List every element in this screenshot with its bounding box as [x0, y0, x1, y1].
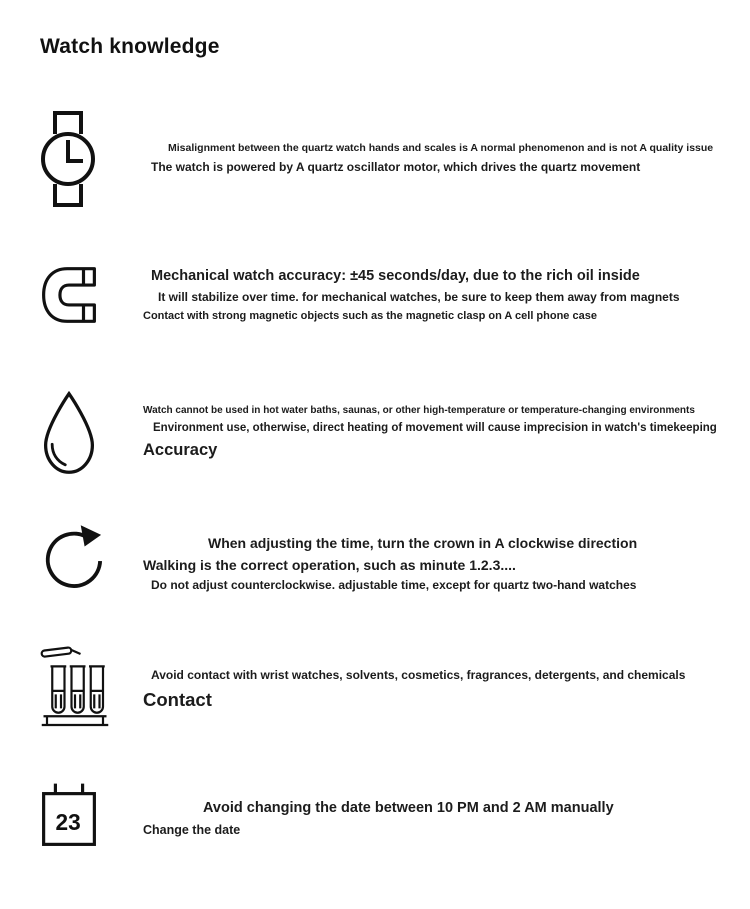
knowledge-line: Change the date: [143, 823, 241, 838]
calendar-icon: [40, 780, 143, 858]
section-crown-adjustment: [40, 522, 750, 606]
section-magnetism: [40, 263, 750, 328]
knowledge-line: Misalignment between the quartz watch hands and scales is A normal phenomenon and is not A quality issue: [168, 142, 714, 155]
section-text: [143, 664, 750, 716]
knowledge-line: Contact with strong magnetic objects such as the magnetic clasp on A cell phone case: [143, 310, 597, 323]
section-quartz-movement: [40, 111, 750, 207]
clockwise-arrow-icon: [40, 522, 143, 606]
wristwatch-icon: [40, 111, 143, 207]
section-date-change: [40, 780, 750, 858]
knowledge-line: Avoid contact with wrist watches, solvents, cosmetics, fragrances, detergents, and chemicals: [151, 667, 686, 682]
section-text: [143, 263, 750, 328]
page-title: Watch knowledge: [40, 35, 220, 58]
knowledge-line: Do not adjust counterclockwise. adjustable time, except for quartz two-hand watches: [151, 578, 637, 593]
test-tubes-icon: [40, 646, 143, 734]
section-text: [143, 795, 750, 842]
knowledge-line: Walking is the correct operation, such as minute 1.2.3....: [143, 556, 516, 573]
knowledge-line: The watch is powered by A quartz oscillator motor, which drives the quartz movement: [151, 160, 641, 175]
section-text: [143, 530, 750, 598]
water-drop-icon: [40, 388, 143, 478]
calendar-day-number: 23: [55, 808, 81, 835]
knowledge-line: Avoid changing the date between 10 PM and 2 AM manually: [203, 800, 614, 817]
section-chemicals: [40, 646, 750, 734]
knowledge-line: When adjusting the time, turn the crown in A clockwise direction: [208, 534, 638, 551]
magnet-icon: [40, 265, 143, 325]
section-text: [143, 400, 750, 465]
section-temperature: [40, 388, 750, 478]
knowledge-line: Watch cannot be used in hot water baths, saunas, or other high-temperature or temperature-changing environments: [143, 405, 695, 417]
knowledge-heading: Accuracy: [143, 440, 218, 459]
section-text: [143, 138, 750, 179]
knowledge-heading: Contact: [143, 688, 212, 710]
knowledge-line: Mechanical watch accuracy: ±45 seconds/day, due to the rich oil inside: [151, 268, 640, 284]
knowledge-line: Environment use, otherwise, direct heating of movement will cause imprecision in watch's timekeeping: [153, 422, 717, 435]
knowledge-line: It will stabilize over time. for mechanical watches, be sure to keep them away from magnets: [158, 289, 680, 304]
